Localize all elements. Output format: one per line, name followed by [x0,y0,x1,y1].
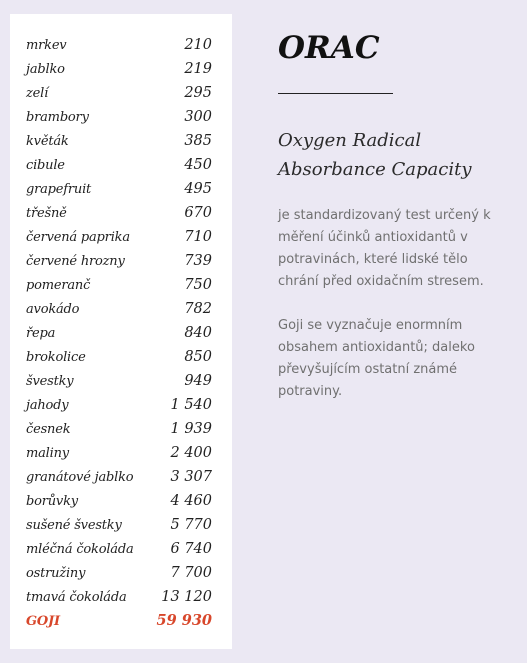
orac-value: 210 [184,37,212,53]
food-name: švestky [26,374,74,389]
orac-value: 3 307 [170,469,212,485]
list-item [26,465,212,489]
orac-value: 739 [184,253,212,269]
goji-paragraph: Goji se vyznačuje enormním obsahem antioxidantů; daleko převyšujícím ostatní známé potraviny. [278,318,475,399]
food-name: borůvky [26,494,78,509]
orac-value: 670 [184,205,212,221]
orac-value: 219 [184,61,212,77]
list-item [26,177,212,201]
list-item [26,273,212,297]
food-name: zelí [26,86,49,101]
title-divider [278,93,393,94]
orac-value: 850 [184,349,212,365]
orac-value: 840 [184,325,212,341]
list-item [26,33,212,57]
food-name: avokádo [26,302,80,317]
highlight-orac-value: 59 930 [156,612,212,629]
list-item [26,417,212,441]
food-name: maliny [26,446,69,461]
food-name: česnek [26,422,71,437]
orac-value: 949 [184,373,212,389]
orac-value: 1 939 [170,421,212,437]
list-item [26,561,212,585]
list-item [26,105,212,129]
orac-value: 300 [184,109,212,125]
food-name: řepa [26,326,56,341]
orac-value: 2 400 [170,445,212,461]
orac-value: 13 120 [161,589,212,605]
food-name: mléčná čokoláda [26,542,134,557]
food-name: třešně [26,206,67,221]
list-item [26,129,212,153]
orac-value-list [26,33,212,633]
food-name: pomeranč [26,278,91,293]
list-item [26,513,212,537]
orac-value: 6 740 [170,541,212,557]
food-name: červené hrozny [26,254,125,269]
list-item [26,441,212,465]
highlight-row-goji [26,609,212,633]
orac-value: 710 [184,229,212,245]
food-name: granátové jablko [26,470,134,485]
orac-value: 782 [184,301,212,317]
orac-table-panel [10,14,232,649]
list-item [26,57,212,81]
orac-value: 295 [184,85,212,101]
list-item [26,369,212,393]
orac-value: 750 [184,277,212,293]
food-name: brokolice [26,350,86,365]
list-item [26,297,212,321]
list-item [26,81,212,105]
orac-value: 5 770 [170,517,212,533]
food-name: brambory [26,110,89,125]
list-item [26,321,212,345]
orac-value: 495 [184,181,212,197]
list-item [26,585,212,609]
list-item [26,153,212,177]
description-paragraph: je standardizovaný test určený k měření účinků antioxidantů v potravinách, které lidské tělo chrání před oxidačním stresem. [278,208,491,289]
orac-value: 1 540 [170,397,212,413]
highlight-food-name: GOJI [26,614,60,629]
food-name: sušené švestky [26,518,122,533]
orac-value: 7 700 [170,565,212,581]
list-item [26,345,212,369]
food-name: tmavá čokoláda [26,590,127,605]
list-item [26,537,212,561]
list-item [26,225,212,249]
food-name: jablko [26,62,65,77]
orac-value: 4 460 [170,493,212,509]
food-name: jahody [26,398,69,413]
food-name: mrkev [26,38,67,53]
list-item [26,201,212,225]
list-item [26,393,212,417]
page-title: ORAC [278,30,380,66]
list-item [26,249,212,273]
food-name: červená paprika [26,230,130,245]
food-name: květák [26,134,69,149]
subtitle: Oxygen Radical Absorbance Capacity [278,130,472,180]
food-name: grapefruit [26,182,92,197]
list-item [26,489,212,513]
orac-value: 385 [184,133,212,149]
orac-value: 450 [184,157,212,173]
food-name: ostružiny [26,566,86,581]
food-name: cibule [26,158,65,173]
